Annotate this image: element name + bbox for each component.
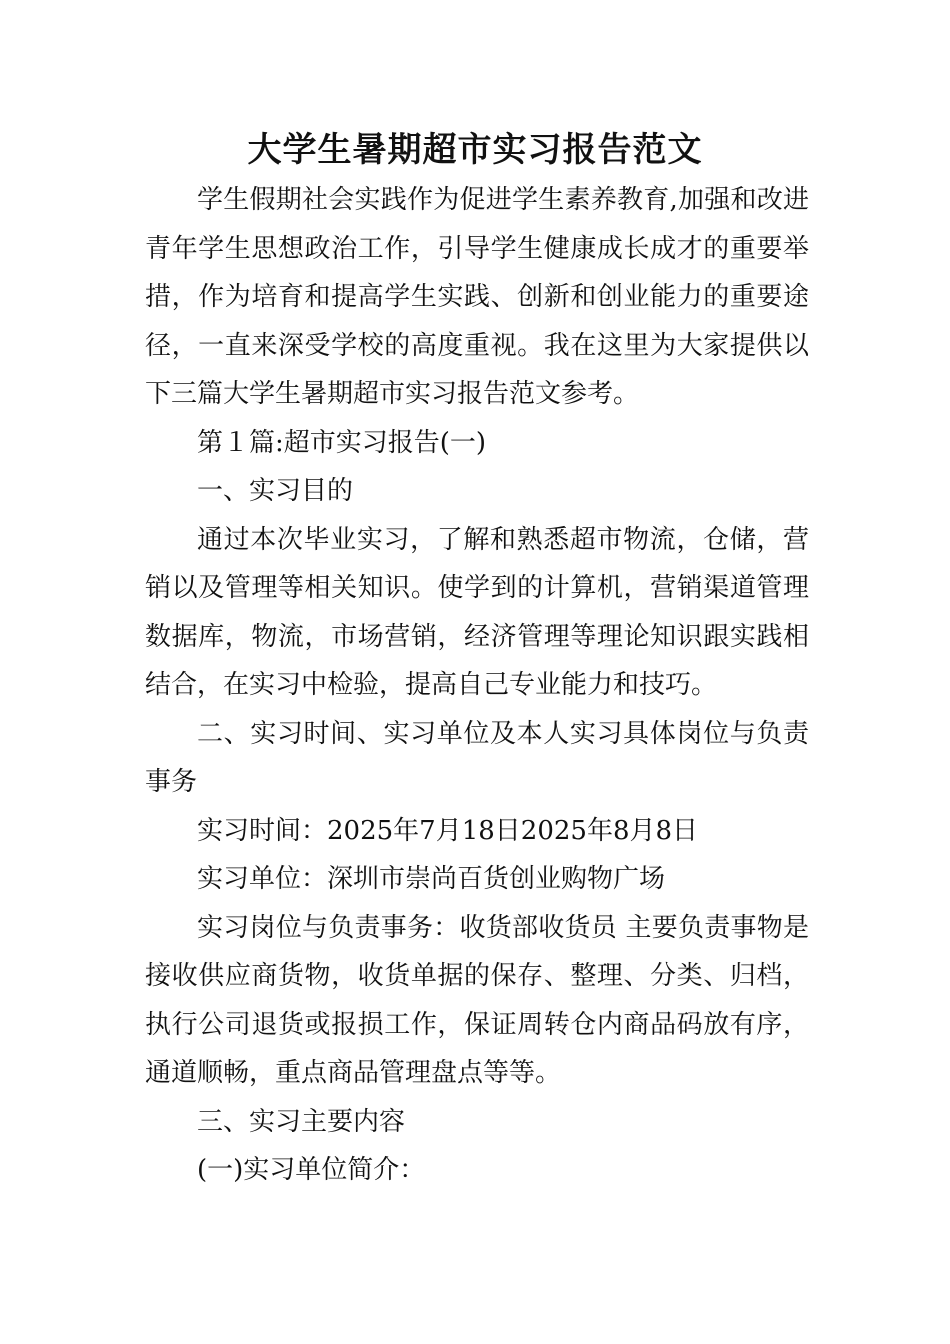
internship-unit: 实习单位：深圳市崇尚百货创业购物广场 <box>197 864 666 894</box>
heading-internship-purpose: 一、实习目的 <box>197 476 354 506</box>
internship-time: 实习时间：2025年7月18日2025年8月8日 <box>197 815 699 846</box>
subheading-unit-intro: (一)实习单位简介： <box>197 1155 426 1185</box>
intro-paragraph: 学生假期社会实践作为促进学生素养教育,加强和改进青年学生思想政治工作，引导学生健康成长成才的重要举措，作为培育和提高学生实践、创新和创业能力的重要途径，一直来深受学校的高度重视。我在这里为大家提供以下三篇大学生暑期超市实习报告范文参考。 <box>145 185 809 409</box>
internship-position-duties: 实习岗位与负责事务：收货部收货员 主要负责事物是接收供应商货物，收货单据的保存、整理、分类、归档，执行公司退货或报损工作，保证周转仓内商品码放有序，通道顺畅，重点商品管理盘点等等。 <box>145 912 809 1088</box>
heading-main-content: 三、实习主要内容 <box>197 1106 406 1137</box>
purpose-paragraph: 通过本次毕业实习，了解和熟悉超市物流，仓储，营销以及管理等相关知识。使学到的计算机，营销渠道管理数据库，物流，市场营销，经济管理等理论知识跟实践相结合，在实习中检验，提高自己专业能力和技巧。 <box>145 524 809 700</box>
section-heading-part-1: 第１篇:超市实习报告(一) <box>197 427 487 458</box>
document-title: 大学生暑期超市实习报告范文 <box>247 130 703 170</box>
document-body <box>145 176 809 1195</box>
heading-internship-time-unit-position: 二、实习时间、实习单位及本人实习具体岗位与负责事务 <box>145 718 809 797</box>
